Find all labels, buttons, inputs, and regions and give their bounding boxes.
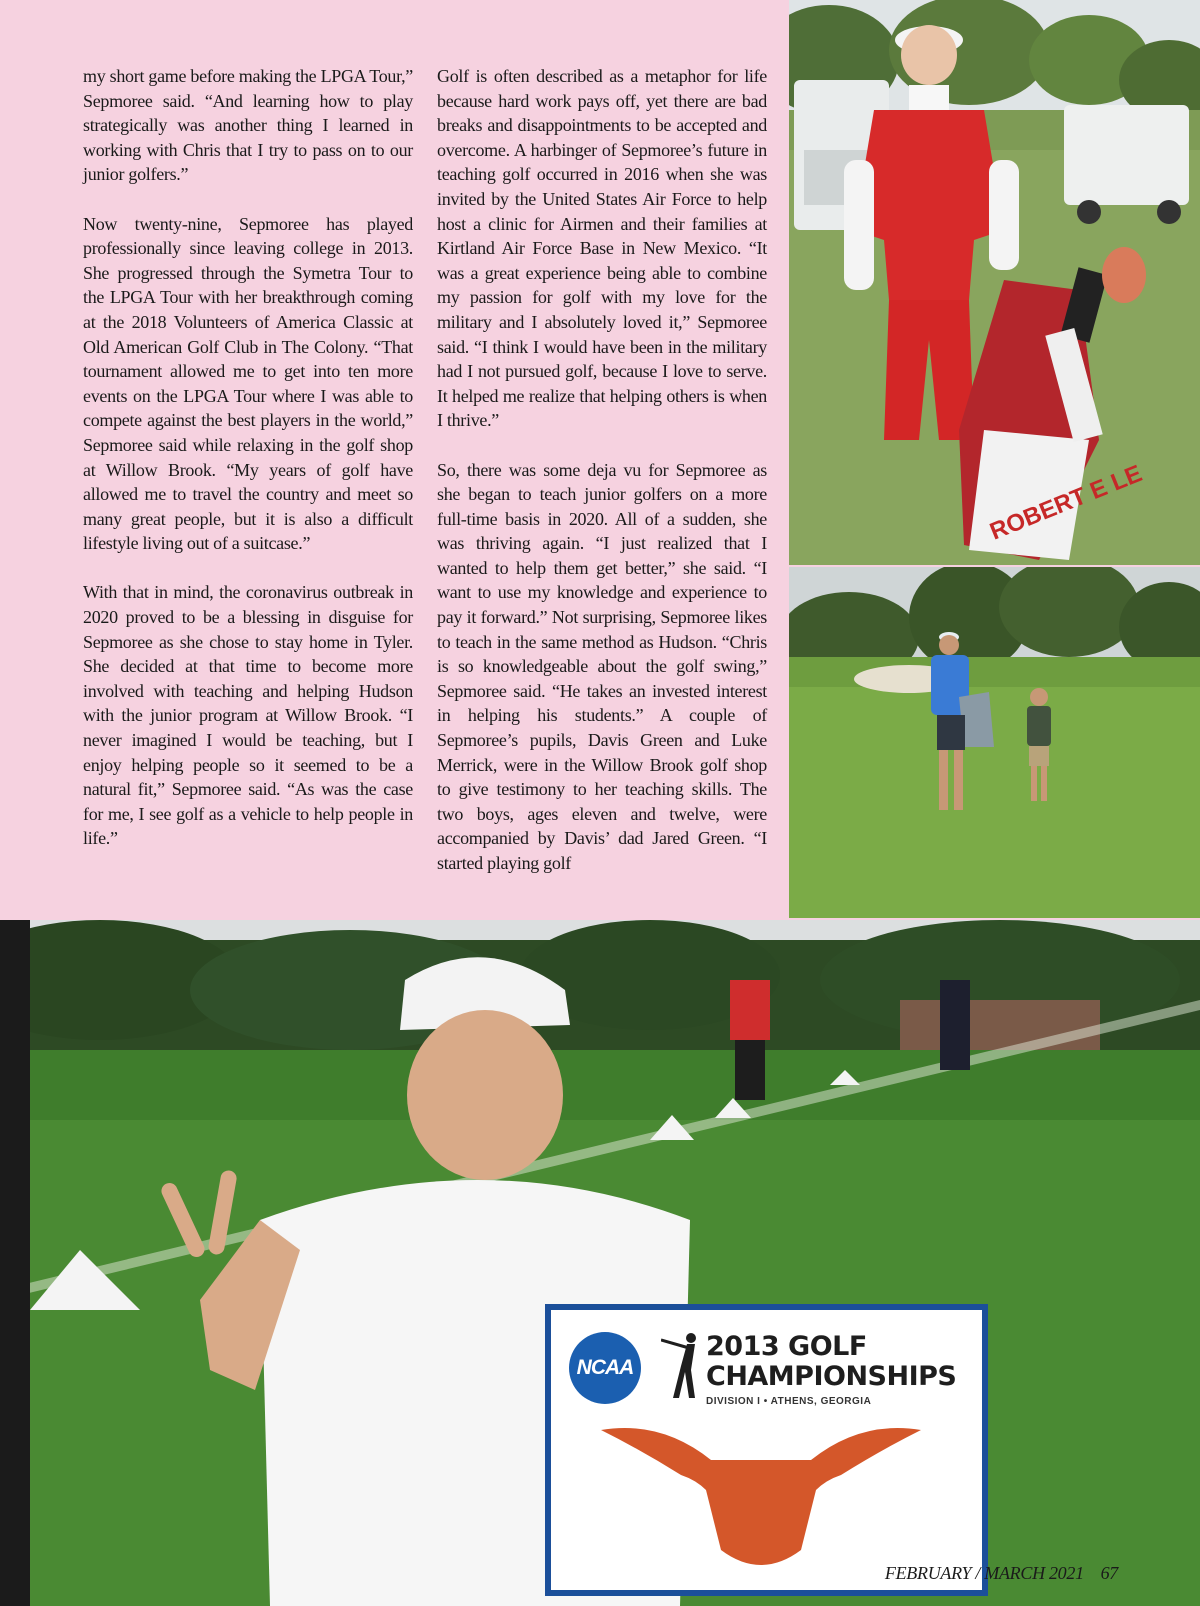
golfer-silhouette-icon xyxy=(661,1330,701,1400)
bag-lettering: ROBERT E LE xyxy=(986,460,1146,546)
longhorn-logo-icon xyxy=(601,1420,921,1570)
sign-title xyxy=(706,1332,956,1392)
paragraph: With that in mind, the coronavirus outbreak in 2020 proved to be a blessing in disguise for Sepmoree as she chose to stay home in Tyler. She decided at that time to become more involved with teaching and helping Hudson with the junior program at Willow Brook. “I never imagined I would be teaching, but I enjoy helping people so it seemed to be a natural fit,” Sepmoree said. “As was the case for me, I see golf as a vehicle to help people in life.” xyxy=(83,582,413,849)
issue-date: FEBRUARY / MARCH 2021 xyxy=(884,1563,1084,1583)
sign-subtitle: DIVISION I • ATHENS, GEORGIA xyxy=(706,1396,872,1407)
ncaa-sign-face xyxy=(551,1310,982,1590)
paragraph: my short game before making the LPGA Tour,” Sepmoree said. “And learning how to play strategically was another thing I learned in working with Chris that I try to pass on to our junior golfers.” xyxy=(83,66,413,185)
paragraph: So, there was some deja vu for Sepmoree as she began to teach junior golfers on a more full-time basis in 2020. All of a sudden, she was thriving again. “I just realized that I wanted to help them get better,” she said. “I want to use my knowledge and experience to pay it forward.” Not surprising, Sepmoree likes to teach in the same method as Hudson. “Chris is so knowledgeable about the golf swing,” Sepmoree said. “He takes an invested interest in helping his students.” A couple of Sepmoree’s pupils, Davis Green and Luke Merrick, were in the Willow Brook golf shop to give testimony to her teaching skills. The two boys, ages eleven and twelve, were accompanied by Davis’ dad Jared Green. “I started playing golf xyxy=(437,459,767,873)
page-footer xyxy=(885,1563,1118,1584)
ncaa-logo: NCAA xyxy=(569,1332,641,1404)
photo-golfer-with-bag xyxy=(789,0,1200,565)
photo-golfer-walking-with-junior xyxy=(789,567,1200,918)
sign-title-line1: 2013 GOLF xyxy=(706,1331,867,1362)
photo-golfer-with-bag-illustration xyxy=(789,0,1200,565)
article-column-right xyxy=(437,64,767,900)
paragraph: Now twenty-nine, Sepmoree has played professionally since leaving college in 2013. She progressed through the Symetra Tour to the LPGA Tour with her breakthrough coming at the 2018 Volunteers of America Classic at Old American Golf Club in The Colony. “That tournament allowed me to get into ten more events on the LPGA Tour where I was able to compete against the best players in the world,” Sepmoree said while relaxing in the golf shop at Willow Brook. “My years of golf have allowed me to travel the country and meet so many great people, but it is also a difficult lifestyle living out of a suitcase.” xyxy=(83,213,413,554)
sign-title-line2: CHAMPIONSHIPS xyxy=(706,1361,957,1392)
article-text-panel xyxy=(0,0,789,918)
article-column-left xyxy=(83,64,413,876)
page-number: 67 xyxy=(1100,1563,1118,1583)
ncaa-championship-sign xyxy=(545,1304,988,1596)
paragraph: Golf is often described as a metaphor for life because hard work pays off, yet there are bad breaks and disappointments to be accepted and overcome. A harbinger of Sepmoree’s future in teaching golf occurred in 2016 when she was invited by the United States Air Force to help host a clinic for Airmen and their families at Kirtland Air Force Base in New Mexico. “It was a great experience being able to combine my passion for golf with my love for the military and I absolutely loved it,” Sepmoree said. “I think I would have been in the military had I not pursued golf, because I love to serve. It helped me realize that helping others is when I thrive.” xyxy=(437,66,767,431)
photo-golfer-walking-illustration xyxy=(789,567,1200,918)
